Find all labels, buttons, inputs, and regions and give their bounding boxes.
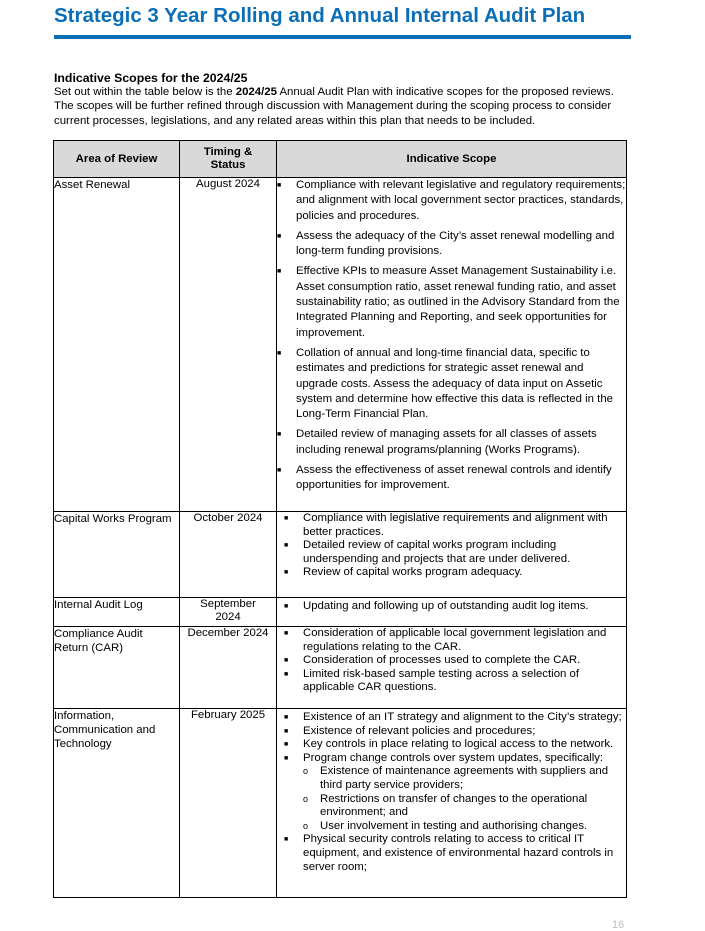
bullet-icon: ■: [284, 754, 289, 762]
scope-item: [277, 711, 626, 725]
header-timing-status: Timing & Status: [180, 141, 277, 178]
area-cell: Asset Renewal: [54, 178, 180, 512]
scope-item-text: Limited risk-based sample testing across a selection of applicable CAR questions.: [303, 667, 580, 694]
sub-scope-item-text: Existence of maintenance agreements with suppliers and third party service providers;: [320, 765, 609, 791]
table-header-row: [54, 141, 627, 178]
scope-item: [277, 229, 626, 260]
bullet-icon: ■: [284, 515, 289, 522]
scope-cell: [277, 512, 627, 598]
bullet-icon: ■: [284, 836, 289, 844]
scope-list: [277, 178, 626, 494]
scope-item: [277, 427, 626, 458]
scope-item-text: Key controls in place relating to logical access to the network.: [303, 738, 614, 751]
sub-scope-item: [303, 820, 626, 834]
title-divider: [54, 35, 631, 39]
bullet-icon: ■: [284, 657, 289, 665]
scope-item-text: Effective KPIs to measure Asset Management Sustainability i.e. Asset consumption ratio, asset renewal funding ratio, and asset sustainability ratio; as outlined in the Advisory Standard from the Integrated Planning and Reporting, and seek opportunities for improvement.: [296, 265, 620, 339]
scope-cell: [277, 598, 627, 627]
timing-cell: December 2024: [180, 627, 277, 709]
scope-item: [277, 346, 626, 422]
intro-text-start: Set out within the table below is the: [54, 86, 236, 98]
bullet-icon: ■: [284, 741, 289, 749]
scope-item: [277, 738, 626, 752]
table-row: [54, 178, 627, 512]
sub-scope-item-text: User involvement in testing and authorising changes.: [320, 819, 588, 832]
area-cell: Capital Works Program: [54, 512, 180, 598]
header-indicative-scope: Indicative Scope: [277, 141, 627, 178]
sub-scope-item-text: Restrictions on transfer of changes to the operational environment; and: [320, 792, 588, 819]
scope-item-text: Consideration of applicable local government legislation and regulations relating to the CAR.: [303, 627, 607, 653]
header-area-of-review: Area of Review: [54, 141, 180, 178]
timing-cell: October 2024: [180, 512, 277, 598]
scope-item-text: Compliance with legislative requirements and alignment with better practices.: [303, 512, 608, 538]
scope-cell: [277, 709, 627, 898]
timing-cell: August 2024: [180, 178, 277, 512]
scope-item: [277, 833, 626, 874]
scope-item-text: Physical security controls relating to access to critical IT equipment, and existence of environmental hazard controls in server room;: [303, 833, 614, 873]
scope-item-text: Assess the adequacy of the City’s asset renewal modelling and long-term funding provisions.: [296, 229, 615, 258]
bullet-icon: ■: [284, 727, 289, 735]
document-title: Strategic 3 Year Rolling and Annual Internal Audit Plan: [54, 4, 586, 27]
scope-item: [277, 463, 626, 494]
scope-list: [277, 512, 626, 580]
circle-bullet-icon: o: [303, 820, 309, 831]
bullet-icon: ■: [277, 349, 282, 357]
scope-list: [277, 711, 626, 874]
table-row: [54, 709, 627, 898]
sub-scope-item: [303, 765, 626, 792]
scope-cell: [277, 627, 627, 709]
bullet-icon: ■: [277, 431, 282, 439]
bullet-icon: ■: [284, 714, 289, 721]
bullet-icon: ■: [284, 569, 289, 577]
scope-item: [277, 178, 626, 224]
intro-text-end: Annual Audit Plan with indicative scopes for the proposed reviews. The scopes will be further refined through discussion with Management during the scoping process to consider current processes, legislations, and any related areas within this plan that needs to be included.: [54, 86, 614, 127]
timing-cell: [180, 598, 277, 627]
scope-item: [277, 566, 626, 580]
scope-item: [277, 752, 626, 834]
bullet-icon: ■: [284, 603, 289, 610]
table-row: [54, 627, 627, 709]
audit-plan-table: [53, 140, 627, 898]
scope-item: [277, 668, 626, 695]
scope-item-text: Consideration of processes used to complete the CAR.: [303, 654, 581, 667]
scope-item: [277, 600, 626, 614]
area-cell: Internal Audit Log: [54, 598, 180, 627]
scope-item-text: Assess the effectiveness of asset renewal controls and identify opportunities for improvement.: [296, 464, 612, 492]
intro-bold-year: 2024/25: [235, 86, 277, 98]
scope-item-text: Existence of an IT strategy and alignment to the City’s strategy;: [303, 711, 622, 723]
scope-item: [277, 539, 626, 566]
scope-item-text: Review of capital works program adequacy.: [303, 566, 523, 579]
scope-cell: [277, 178, 627, 512]
scope-list: [277, 627, 626, 695]
scope-item-text: Updating and following up of outstanding audit log items.: [303, 600, 589, 612]
area-cell: Information, Communication and Technology: [54, 709, 180, 898]
scope-item-text: Collation of annual and long-time financial data, specific to estimates and predictions for strategic asset renewal and upgrade costs. Assess the adequacy of data input on Assetic system and determine how effective this data is reflected in the Long-Term Financial Plan.: [296, 346, 613, 421]
scope-item-text: Program change controls over system updates, specifically:: [303, 751, 604, 764]
timing-cell: February 2025: [180, 709, 277, 898]
scope-list: [277, 600, 626, 614]
bullet-icon: ■: [277, 467, 282, 475]
circle-bullet-icon: o: [303, 766, 309, 777]
scope-item: [277, 654, 626, 668]
bullet-icon: ■: [277, 182, 282, 189]
table-row: [54, 512, 627, 598]
scope-item-text: Existence of relevant policies and procedures;: [303, 724, 536, 737]
section-heading: Indicative Scopes for the 2024/25: [54, 71, 248, 85]
timing-text: September 2024: [200, 598, 256, 623]
intro-paragraph: [54, 85, 634, 128]
bullet-icon: ■: [284, 542, 289, 550]
sub-scope-item: [303, 793, 626, 820]
circle-bullet-icon: o: [303, 793, 309, 804]
scope-item: [277, 627, 626, 654]
scope-item: [277, 264, 626, 340]
scope-item: [277, 512, 626, 539]
bullet-icon: ■: [284, 670, 289, 678]
bullet-icon: ■: [277, 268, 282, 276]
scope-item: [277, 725, 626, 739]
scope-item-text: Compliance with relevant legislative and regulatory requirements; and alignment with local government sector practices, standards, policies and procedures.: [296, 179, 626, 222]
bullet-icon: ■: [284, 630, 289, 637]
table-row: [54, 598, 627, 627]
scope-item-text: Detailed review of capital works program including underspending and projects that are under delivered.: [303, 539, 571, 565]
page-number: 16: [612, 919, 625, 931]
bullet-icon: ■: [277, 232, 282, 240]
area-cell: Compliance Audit Return (CAR): [54, 627, 180, 709]
sub-scope-list: [303, 765, 626, 833]
scope-item-text: Detailed review of managing assets for all classes of assets including renewal programs/planning (Works Programs).: [296, 428, 597, 456]
